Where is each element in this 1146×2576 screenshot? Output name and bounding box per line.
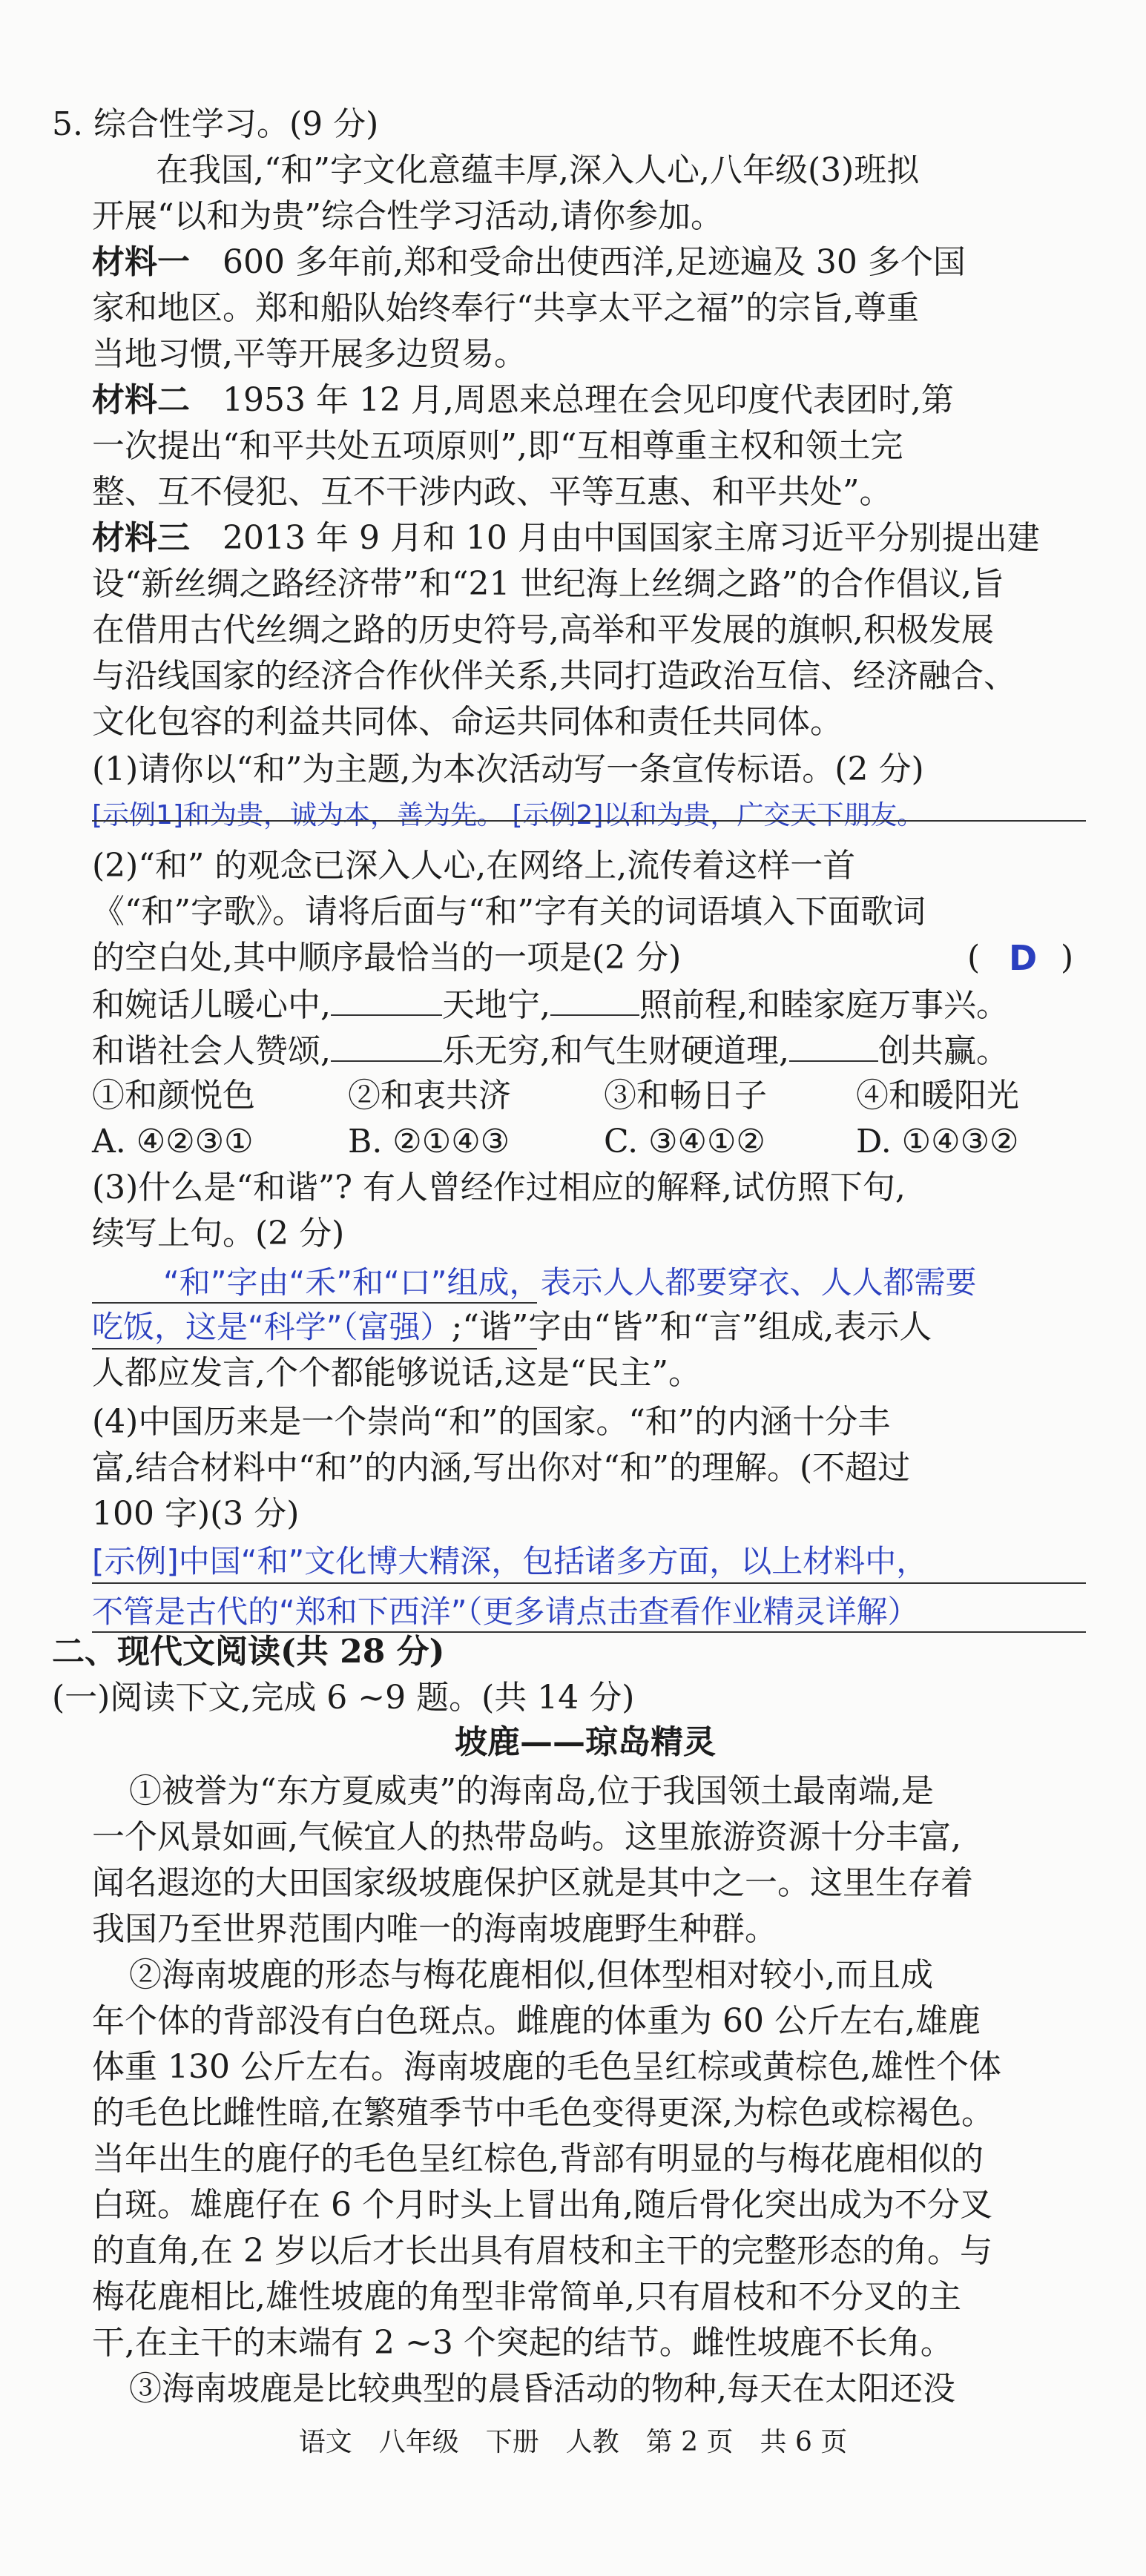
answer-underline [92,1302,537,1304]
material-2-line-2: 一次提出“和平共处五项原则”,即“互相尊重主权和领土完 [92,427,903,465]
sub-question-2-line-3 [92,937,1079,979]
article-line: 体重 130 公斤左右。海南坡鹿的毛色呈红棕或黄棕色,雄性个体 [92,2048,1001,2086]
article-line: ①被誉为“东方夏威夷”的海南岛,位于我国领土最南端,是 [129,1772,934,1810]
material-2-line-3: 整、互不侵犯、互不干涉内政、平等互惠、和平共处”。 [92,473,892,511]
answer-bracket-open: ( [967,939,981,977]
material-1-text: 600 多年前,郑和受命出使西洋,足迹遍及 30 多个国 [223,243,966,281]
article-line: 的毛色比雌性暗,在繁殖季节中毛色变得更深,为棕色或棕褐色。 [92,2094,994,2132]
article-line: 闻名遐迩的大田国家级坡鹿保护区就是其中之一。这里生存着 [92,1864,973,1902]
choice-b: B. ②①④③ [348,1123,510,1160]
word-option-1: ①和颜悦色 [92,1077,255,1114]
sub-question-4-line-3: 100 字)(3 分) [92,1495,300,1533]
sub-question-2-line-1: (2)“和” 的观念已深入人心,在网络上,流传着这样一首 [92,847,856,885]
answer-underline [92,1348,537,1350]
sub-question-4-answer-line-1: [示例]中国“和”文化博大精深，包括诸多方面，以上材料中， [92,1543,928,1579]
article-line: 干,在主干的末端有 2 ~3 个突起的结节。雌性坡鹿不长角。 [92,2324,953,2362]
article-line: ②海南坡鹿的形态与梅花鹿相似,但体型相对较小,而且成 [129,1956,933,1994]
song-line-2-part-c: 创共赢。 [877,1032,1009,1070]
song-line-1-part-b: 天地宁, [442,986,550,1024]
material-3-line-1 [92,518,1079,559]
material-2-label: 材料二 [92,381,190,419]
song-blank-4 [789,1029,878,1062]
sub-question-4-line-2: 富,结合材料中“和”的内涵,写出你对“和”的理解。(不超过 [92,1449,911,1487]
article-line: 我国乃至世界范围内唯一的海南坡鹿野生种群。 [92,1910,777,1948]
article-line: 的直角,在 2 岁以后才长出具有眉枝和主干的完整形态的角。与 [92,2232,992,2270]
word-option-2: ②和衷共济 [348,1077,511,1114]
material-3-label: 材料三 [92,519,190,557]
article-line: 梅花鹿相比,雄性坡鹿的角型非常简单,只有眉枝和不分叉的主 [92,2278,961,2316]
sub-question-2-stem: 的空白处,其中顺序最恰当的一项是(2 分) [92,939,682,977]
song-blank-2 [550,983,639,1016]
article-line: ③海南坡鹿是比较典型的晨昏活动的物种,每天在太阳还没 [129,2370,955,2408]
article-line: 一个风景如画,气候宜人的热带岛屿。这里旅游资源十分丰富, [92,1818,961,1856]
song-blank-3 [331,1029,442,1062]
word-option-4: ④和暖阳光 [856,1077,1019,1114]
sub-question-3-line-4: 人都应发言,个个都能够说话,这是“民主”。 [92,1354,701,1392]
sub-question-3-line-3 [92,1307,1079,1348]
sub-question-2-line-2: 《“和”字歌》。请将后面与“和”字有关的词语填入下面歌词 [92,893,926,931]
song-line-2-part-b: 乐无穷,和气生财硬道理, [442,1032,789,1070]
sub-question-3-answer-line-2: 吃饭，这是“科学”（富强） [92,1309,452,1345]
sub-question-3-tail: ;“谐”字由“皆”和“言”组成,表示人 [451,1308,932,1346]
answer-underline [92,1582,1086,1584]
article-title: 坡鹿——琼岛精灵 [455,1723,716,1761]
sub-question-3-answer-line-1: “和”字由“禾”和“口”组成，表示人人都要穿衣、人人都需要 [163,1264,977,1301]
answer-bracket-close: ) [1061,939,1074,977]
song-line-2-part-a: 和谐社会人赞颂, [92,1032,331,1070]
song-line-1-part-a: 和婉话儿暖心中, [92,986,331,1024]
material-2-text: 1953 年 12 月,周恩来总理在会见印度代表团时,第 [223,381,954,419]
material-1-label: 材料一 [92,243,190,281]
material-3-line-3: 在借用古代丝绸之路的历史符号,高举和平发展的旗帜,积极发展 [92,611,994,649]
song-blank-1 [331,983,442,1016]
word-option-3: ③和畅日子 [604,1077,767,1114]
answer-underline [92,820,1086,822]
material-3-line-2: 设“新丝绸之路经济带”和“21 世纪海上丝绸之路”的合作倡议,旨 [92,565,1004,603]
material-1-line-2: 家和地区。郑和船队始终奉行“共享太平之福”的宗旨,尊重 [92,289,919,327]
material-1-line-1 [92,242,1079,283]
q5-title: 5. 综合性学习。(9 分) [52,105,379,143]
article-line: 白斑。雄鹿仔在 6 个月时头上冒出角,随后骨化突出成为不分叉 [92,2186,992,2224]
sub-question-1-answer: [示例1]和为贵，诚为本，善为先。 [示例2]以和为贵，广交天下朋友。 [92,800,924,830]
section-2-subheading: (一)阅读下文,完成 6 ~9 题。(共 14 分) [52,1679,635,1717]
article-line: 当年出生的鹿仔的毛色呈红棕色,背部有明显的与梅花鹿相似的 [92,2140,984,2178]
choice-c: C. ③④①② [604,1123,765,1160]
sub-question-1: (1)请你以“和”为主题,为本次活动写一条宣传标语。(2 分) [92,750,924,788]
choice-d: D. ①④③② [856,1123,1019,1160]
sub-question-3-line-1: (3)什么是“和谐”? 有人曾经作过相应的解释,试仿照下句, [92,1169,906,1206]
song-line-1 [92,983,1079,1026]
q5-intro-line-2: 开展“以和为贵”综合性学习活动,请你参加。 [92,197,723,235]
q5-intro-line-1: 在我国,“和”字文化意蕴丰厚,深入人心,八年级(3)班拟 [156,151,920,189]
page-footer: 语文 八年级 下册 人教 第 2 页 共 6 页 [298,2427,848,2457]
sub-question-3-line-2: 续写上句。(2 分) [92,1215,345,1252]
material-1-line-3: 当地习惯,平等开展多边贸易。 [92,335,527,373]
article-line: 年个体的背部没有白色斑点。雌鹿的体重为 60 公斤左右,雄鹿 [92,2002,981,2040]
song-line-1-part-c: 照前程,和睦家庭万事兴。 [639,986,1009,1024]
material-3-text: 2013 年 9 月和 10 月由中国国家主席习近平分别提出建 [223,519,1040,557]
material-3-line-5: 文化包容的利益共同体、命运共同体和责任共同体。 [92,703,843,741]
sub-question-2-answer: D [1009,938,1038,978]
material-3-line-4: 与沿线国家的经济合作伙伴关系,共同打造政治互信、经济融合、 [92,657,1016,695]
material-2-line-1 [92,380,1079,421]
song-line-2 [92,1029,1079,1072]
section-2-heading: 二、现代文阅读(共 28 分) [52,1633,445,1671]
sub-question-4-line-1: (4)中国历来是一个崇尚“和”的国家。“和”的内涵十分丰 [92,1403,891,1441]
choice-a: A. ④②③① [92,1123,254,1160]
sub-question-4-answer-line-2: 不管是古代的“郑和下西洋”（更多请点击查看作业精灵详解） [92,1594,919,1630]
